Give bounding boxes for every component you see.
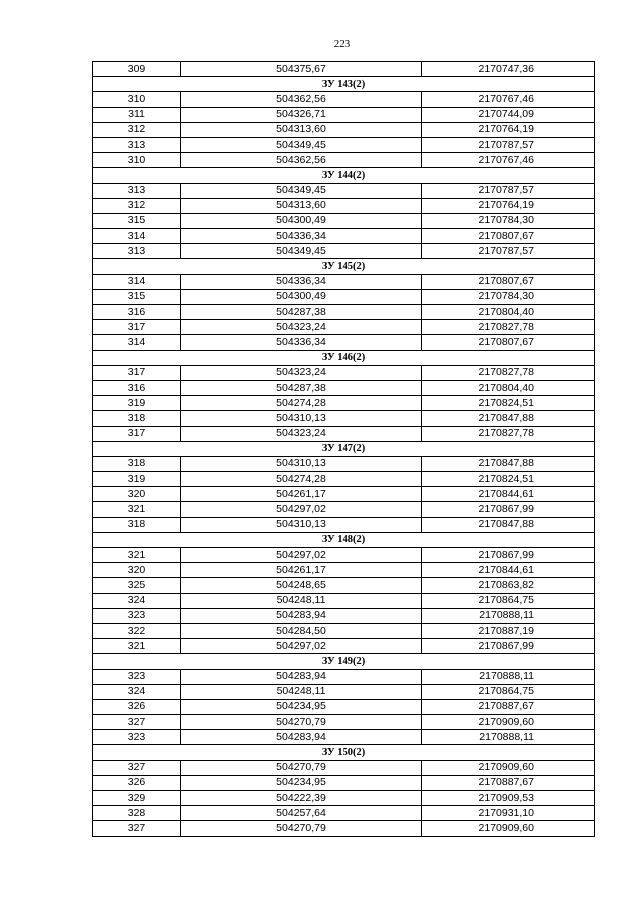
x-coordinate-cell: 504297,02: [181, 548, 422, 563]
x-coordinate-cell: 504297,02: [181, 502, 422, 517]
y-coordinate-cell: 2170784,30: [422, 213, 595, 228]
y-coordinate-cell: 2170888,11: [422, 669, 595, 684]
y-coordinate-cell: 2170787,57: [422, 137, 595, 152]
x-coordinate-cell: 504274,28: [181, 396, 422, 411]
table-row: [93, 791, 595, 806]
section-title: ЗУ 150(2): [93, 745, 595, 760]
table-row: [93, 548, 595, 563]
table-row: [93, 320, 595, 335]
point-number-cell: 322: [93, 623, 181, 638]
point-number-cell: 313: [93, 137, 181, 152]
section-header-row: [93, 745, 595, 760]
x-coordinate-cell: 504248,65: [181, 578, 422, 593]
table-row: [93, 198, 595, 213]
x-coordinate-cell: 504234,95: [181, 699, 422, 714]
x-coordinate-cell: 504323,24: [181, 426, 422, 441]
x-coordinate-cell: 504297,02: [181, 639, 422, 654]
point-number-cell: 317: [93, 426, 181, 441]
x-coordinate-cell: 504323,24: [181, 365, 422, 380]
table-row: [93, 472, 595, 487]
y-coordinate-cell: 2170787,57: [422, 183, 595, 198]
table-row: [93, 517, 595, 532]
x-coordinate-cell: 504375,67: [181, 62, 422, 77]
table-row: [93, 578, 595, 593]
x-coordinate-cell: 504287,38: [181, 305, 422, 320]
point-number-cell: 317: [93, 320, 181, 335]
table-row: [93, 213, 595, 228]
table-row: [93, 699, 595, 714]
table-row: [93, 305, 595, 320]
y-coordinate-cell: 2170847,88: [422, 456, 595, 471]
point-number-cell: 317: [93, 365, 181, 380]
x-coordinate-cell: 504349,45: [181, 137, 422, 152]
table-row: [93, 502, 595, 517]
coordinates-table-body: [93, 62, 595, 837]
x-coordinate-cell: 504283,94: [181, 669, 422, 684]
x-coordinate-cell: 504336,34: [181, 335, 422, 350]
x-coordinate-cell: 504270,79: [181, 760, 422, 775]
table-row: [93, 426, 595, 441]
x-coordinate-cell: 504336,34: [181, 229, 422, 244]
y-coordinate-cell: 2170847,88: [422, 517, 595, 532]
x-coordinate-cell: 504310,13: [181, 517, 422, 532]
point-number-cell: 321: [93, 639, 181, 654]
section-header-row: [93, 168, 595, 183]
y-coordinate-cell: 2170807,67: [422, 229, 595, 244]
x-coordinate-cell: 504284,50: [181, 623, 422, 638]
x-coordinate-cell: 504323,24: [181, 320, 422, 335]
table-row: [93, 456, 595, 471]
y-coordinate-cell: 2170909,60: [422, 821, 595, 836]
y-coordinate-cell: 2170931,10: [422, 806, 595, 821]
section-header-row: [93, 441, 595, 456]
table-row: [93, 563, 595, 578]
table-row: [93, 411, 595, 426]
table-row: [93, 669, 595, 684]
point-number-cell: 327: [93, 760, 181, 775]
table-row: [93, 289, 595, 304]
point-number-cell: 324: [93, 593, 181, 608]
section-title: ЗУ 149(2): [93, 654, 595, 669]
y-coordinate-cell: 2170807,67: [422, 274, 595, 289]
x-coordinate-cell: 504248,11: [181, 593, 422, 608]
y-coordinate-cell: 2170863,82: [422, 578, 595, 593]
point-number-cell: 323: [93, 730, 181, 745]
section-title: ЗУ 143(2): [93, 77, 595, 92]
x-coordinate-cell: 504313,60: [181, 198, 422, 213]
point-number-cell: 310: [93, 153, 181, 168]
x-coordinate-cell: 504270,79: [181, 821, 422, 836]
point-number-cell: 311: [93, 107, 181, 122]
table-row: [93, 229, 595, 244]
point-number-cell: 327: [93, 715, 181, 730]
x-coordinate-cell: 504362,56: [181, 92, 422, 107]
point-number-cell: 319: [93, 396, 181, 411]
table-row: [93, 608, 595, 623]
y-coordinate-cell: 2170824,51: [422, 396, 595, 411]
point-number-cell: 325: [93, 578, 181, 593]
point-number-cell: 328: [93, 806, 181, 821]
point-number-cell: 318: [93, 411, 181, 426]
point-number-cell: 316: [93, 380, 181, 395]
x-coordinate-cell: 504349,45: [181, 183, 422, 198]
x-coordinate-cell: 504261,17: [181, 487, 422, 502]
table-row: [93, 623, 595, 638]
point-number-cell: 309: [93, 62, 181, 77]
point-number-cell: 318: [93, 456, 181, 471]
y-coordinate-cell: 2170867,99: [422, 548, 595, 563]
point-number-cell: 315: [93, 289, 181, 304]
section-title: ЗУ 147(2): [93, 441, 595, 456]
table-row: [93, 487, 595, 502]
point-number-cell: 314: [93, 274, 181, 289]
y-coordinate-cell: 2170867,99: [422, 639, 595, 654]
table-row: [93, 365, 595, 380]
point-number-cell: 321: [93, 502, 181, 517]
table-row: [93, 62, 595, 77]
point-number-cell: 318: [93, 517, 181, 532]
y-coordinate-cell: 2170864,75: [422, 684, 595, 699]
x-coordinate-cell: 504313,60: [181, 122, 422, 137]
y-coordinate-cell: 2170804,40: [422, 380, 595, 395]
point-number-cell: 320: [93, 487, 181, 502]
point-number-cell: 326: [93, 775, 181, 790]
y-coordinate-cell: 2170764,19: [422, 198, 595, 213]
section-title: ЗУ 144(2): [93, 168, 595, 183]
section-header-row: [93, 654, 595, 669]
y-coordinate-cell: 2170844,61: [422, 487, 595, 502]
table-row: [93, 380, 595, 395]
x-coordinate-cell: 504257,64: [181, 806, 422, 821]
y-coordinate-cell: 2170747,36: [422, 62, 595, 77]
section-header-row: [93, 350, 595, 365]
y-coordinate-cell: 2170767,46: [422, 92, 595, 107]
x-coordinate-cell: 504270,79: [181, 715, 422, 730]
y-coordinate-cell: 2170888,11: [422, 608, 595, 623]
table-row: [93, 153, 595, 168]
point-number-cell: 321: [93, 548, 181, 563]
table-row: [93, 92, 595, 107]
y-coordinate-cell: 2170864,75: [422, 593, 595, 608]
y-coordinate-cell: 2170867,99: [422, 502, 595, 517]
section-header-row: [93, 259, 595, 274]
table-row: [93, 183, 595, 198]
table-row: [93, 122, 595, 137]
x-coordinate-cell: 504234,95: [181, 775, 422, 790]
table-row: [93, 396, 595, 411]
x-coordinate-cell: 504261,17: [181, 563, 422, 578]
y-coordinate-cell: 2170804,40: [422, 305, 595, 320]
point-number-cell: 315: [93, 213, 181, 228]
y-coordinate-cell: 2170909,60: [422, 760, 595, 775]
point-number-cell: 312: [93, 198, 181, 213]
table-row: [93, 806, 595, 821]
y-coordinate-cell: 2170887,19: [422, 623, 595, 638]
point-number-cell: 313: [93, 183, 181, 198]
y-coordinate-cell: 2170824,51: [422, 472, 595, 487]
table-row: [93, 760, 595, 775]
x-coordinate-cell: 504222,39: [181, 791, 422, 806]
point-number-cell: 323: [93, 608, 181, 623]
point-number-cell: 314: [93, 229, 181, 244]
y-coordinate-cell: 2170909,53: [422, 791, 595, 806]
y-coordinate-cell: 2170807,67: [422, 335, 595, 350]
point-number-cell: 319: [93, 472, 181, 487]
table-row: [93, 137, 595, 152]
section-title: ЗУ 146(2): [93, 350, 595, 365]
x-coordinate-cell: 504300,49: [181, 289, 422, 304]
point-number-cell: 314: [93, 335, 181, 350]
table-row: [93, 107, 595, 122]
x-coordinate-cell: 504283,94: [181, 608, 422, 623]
y-coordinate-cell: 2170847,88: [422, 411, 595, 426]
point-number-cell: 324: [93, 684, 181, 699]
x-coordinate-cell: 504310,13: [181, 411, 422, 426]
table-row: [93, 821, 595, 836]
point-number-cell: 310: [93, 92, 181, 107]
section-header-row: [93, 77, 595, 92]
table-row: [93, 730, 595, 745]
section-title: ЗУ 145(2): [93, 259, 595, 274]
section-title: ЗУ 148(2): [93, 532, 595, 547]
table-row: [93, 684, 595, 699]
x-coordinate-cell: 504336,34: [181, 274, 422, 289]
x-coordinate-cell: 504362,56: [181, 153, 422, 168]
y-coordinate-cell: 2170827,78: [422, 320, 595, 335]
x-coordinate-cell: 504283,94: [181, 730, 422, 745]
y-coordinate-cell: 2170787,57: [422, 244, 595, 259]
coordinates-table: [92, 61, 595, 837]
point-number-cell: 326: [93, 699, 181, 714]
y-coordinate-cell: 2170887,67: [422, 699, 595, 714]
table-row: [93, 715, 595, 730]
point-number-cell: 323: [93, 669, 181, 684]
x-coordinate-cell: 504300,49: [181, 213, 422, 228]
y-coordinate-cell: 2170909,60: [422, 715, 595, 730]
y-coordinate-cell: 2170827,78: [422, 426, 595, 441]
table-row: [93, 639, 595, 654]
point-number-cell: 316: [93, 305, 181, 320]
x-coordinate-cell: 504274,28: [181, 472, 422, 487]
point-number-cell: 313: [93, 244, 181, 259]
x-coordinate-cell: 504326,71: [181, 107, 422, 122]
y-coordinate-cell: 2170764,19: [422, 122, 595, 137]
point-number-cell: 329: [93, 791, 181, 806]
x-coordinate-cell: 504248,11: [181, 684, 422, 699]
y-coordinate-cell: 2170887,67: [422, 775, 595, 790]
section-header-row: [93, 532, 595, 547]
table-row: [93, 775, 595, 790]
y-coordinate-cell: 2170784,30: [422, 289, 595, 304]
table-row: [93, 593, 595, 608]
x-coordinate-cell: 504287,38: [181, 380, 422, 395]
page-number: 223: [333, 38, 351, 50]
y-coordinate-cell: 2170744,09: [422, 107, 595, 122]
x-coordinate-cell: 504349,45: [181, 244, 422, 259]
y-coordinate-cell: 2170888,11: [422, 730, 595, 745]
point-number-cell: 327: [93, 821, 181, 836]
y-coordinate-cell: 2170844,61: [422, 563, 595, 578]
point-number-cell: 312: [93, 122, 181, 137]
table-row: [93, 274, 595, 289]
x-coordinate-cell: 504310,13: [181, 456, 422, 471]
y-coordinate-cell: 2170767,46: [422, 153, 595, 168]
y-coordinate-cell: 2170827,78: [422, 365, 595, 380]
table-row: [93, 244, 595, 259]
table-row: [93, 335, 595, 350]
point-number-cell: 320: [93, 563, 181, 578]
